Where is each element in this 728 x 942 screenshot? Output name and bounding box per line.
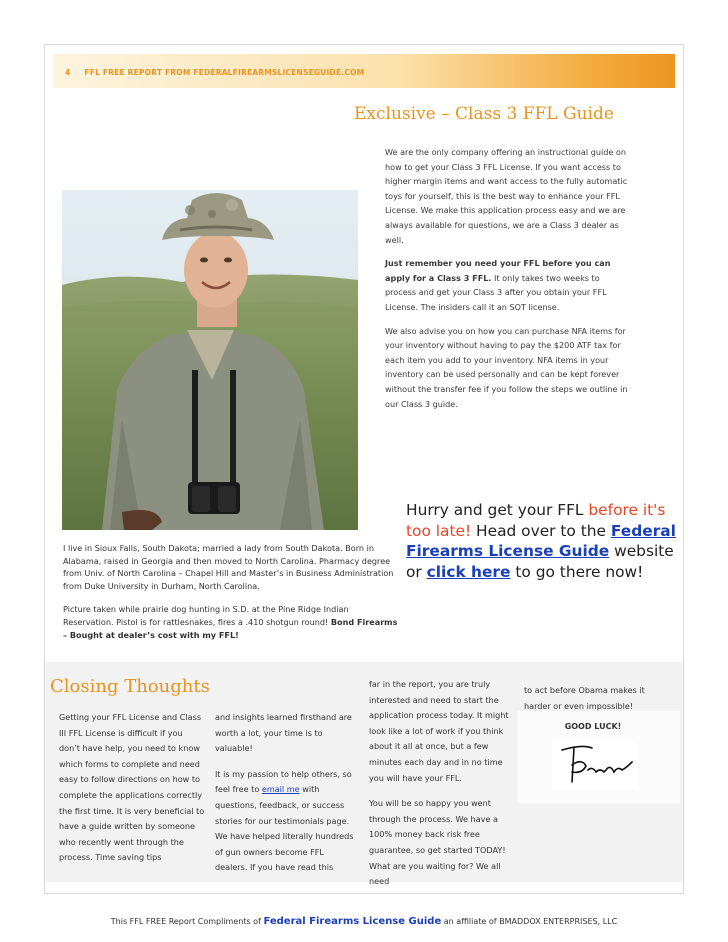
page-number: 4 [65,68,71,77]
caption-bold-note: Bond Firearms – Bought at dealer’s cost with my FFL! [63,616,398,640]
class3-paragraph-2-rest: It only takes two weeks to process and get your Class 3 after you obtain your FFL License. The insiders call it an SOT license. [385,272,607,312]
good-luck-text: GOOD LUCK! [564,722,622,731]
federal-firearms-guide-link[interactable]: Federal Firearms License Guide [406,521,676,561]
footer-guide-link[interactable]: Federal Firearms License Guide [263,916,442,927]
section-title: Exclusive – Class 3 FFL Guide [354,104,614,124]
photo-caption [63,542,398,652]
cta-text-2: Head over to the [471,521,611,540]
closing-column-3 [369,677,511,900]
closing-column-2 [215,710,357,886]
class3-bold-note: Just remember you need your FFL before you can apply for a Class 3 FFL. [385,258,611,283]
cta-red-text: before it's too late! [406,501,666,540]
footer [0,916,728,927]
closing-column-2-text-a: It is my passion to help others, so feel free to [215,768,352,795]
closing-column-2-text-b: with questions, feedback, or success stories for our testimonials page. We have helped literally hundreds of gun owners become FFL dealers. If you have read this [215,784,354,873]
class3-body [385,145,630,420]
caption-paragraph-2-text: Picture taken while prairie dog hunting in S.D. at the Pine Ridge Indian Reservation. Pistol is for rattlesnakes, fires a .410 shotgun round! [63,604,349,627]
cta-text-3: website or [406,542,674,581]
caption-paragraph-2 [63,603,398,641]
closing-column-4-text: to act before Obama makes it harder or even impossible! [524,685,645,711]
click-here-link[interactable]: click here [426,562,511,581]
closing-column-2-paragraph-1: and insights learned firsthand are worth a lot, your time is to valuable! [215,712,352,754]
class3-paragraph-2 [385,256,630,314]
header-title: FFL FREE REPORT FROM FEDERALFIREARMSLICENSEGUIDE.COM [84,68,365,77]
closing-column-4 [524,683,674,724]
cta-text-4: to go there now! [510,562,644,581]
closing-column-1-text: Getting your FFL License and Class III FFL License is difficult if you don’t have help, you need to know which forms to complete and need easy to follow directions on how to complete the applications correctly the first time. It is very beneficial to have a guide written by someone who recently went through the process. Time saving tips [59,712,205,863]
class3-paragraph-3: We also advise you on how you can purchase NFA items for your inventory without having to pay the $200 ATF tax for each item you add to your inventory. NFA items in your inventory can be used personally and can be kept forever without the transfer fee if you follow the steps we outline in our Class 3 guide. [385,325,628,409]
footer-text-1: This FFL FREE Report Compliments of [110,917,264,926]
email-me-link[interactable]: email me [261,784,300,795]
closing-column-3-paragraph-2: You will be so happy you went through the process. We have a 100% money back risk free guarantee, so get started TODAY! What are you waiting for? We all need [369,798,506,887]
signature-icon [552,740,638,790]
class3-paragraph-1: We are the only company offering an instructional guide on how to get your Class 3 FFL License. If you want access to higher margin items and want access to the fully automatic toys for yourself, this is the best way to enhance your FFL License. We make this application process easy and we are always available for questions, we are a Class 3 dealer as well. [385,147,628,245]
footer-text-2: an affiliate of BMADDOX ENTERPRISES, LLC [441,917,618,926]
closing-title: Closing Thoughts [50,676,210,697]
header [65,68,364,77]
closing-column-2-paragraph-2 [215,767,357,876]
hunter-photo-image [62,190,358,530]
cta-text-1: Hurry and get your FFL [406,501,589,519]
hunter-photo [62,190,358,530]
call-to-action [406,500,676,582]
closing-column-1 [59,710,205,876]
closing-column-3-paragraph-1: far in the report, you are truly interested and need to start the application process today. It might look like a lot of work if you think about it all at once, but a few minutes each day and in no time you will have your FFL. [369,679,509,783]
caption-paragraph-1: I live in Sioux Falls, South Dakota; married a lady from South Dakota. Born in Alabama, raised in Georgia and then moved to North Carolina. Pharmacy degree from Univ. of North Carolina – Chapel Hill and Master’s in Business Administration from Duke University in Durham, North Carolina. [63,543,394,591]
